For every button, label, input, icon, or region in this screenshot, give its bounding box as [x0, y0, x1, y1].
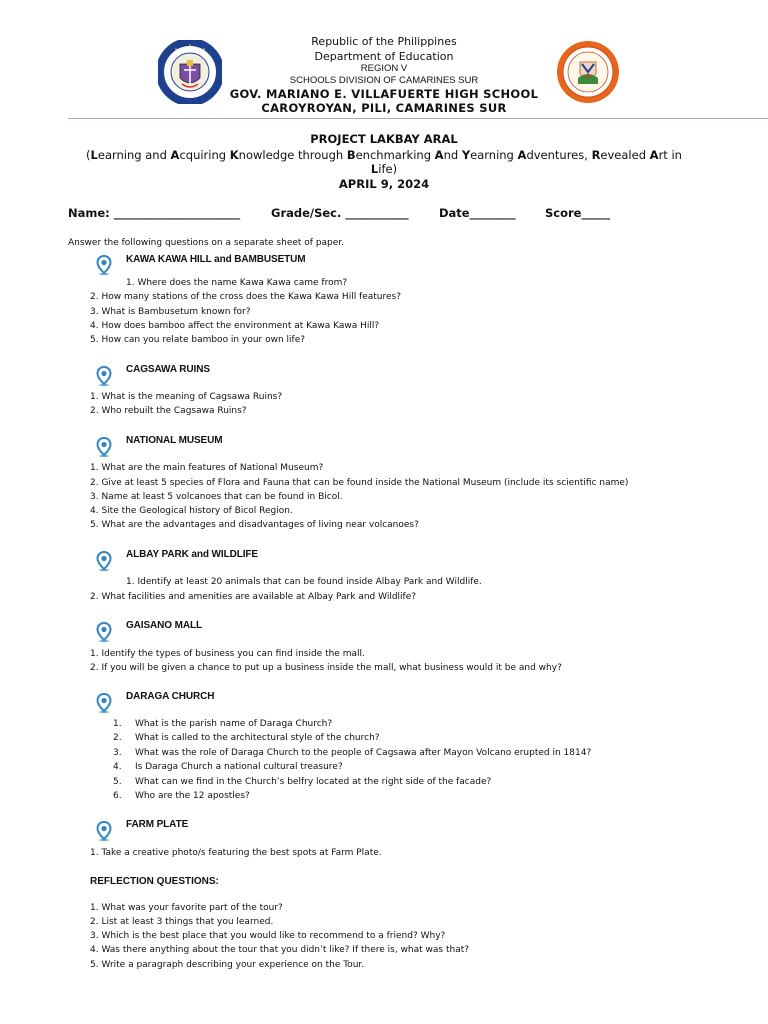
question-number: 3.	[113, 748, 122, 758]
question-item: 3. Name at least 5 volcanoes that can be found in Bicol.	[90, 492, 343, 502]
map-pin-icon	[96, 255, 112, 275]
question-item: 4. Site the Geological history of Bicol Region.	[90, 506, 293, 516]
question-item: What is the parish name of Daraga Church?	[135, 719, 333, 729]
question-item: 1. Take a creative photo/s featuring the best spots at Farm Plate.	[90, 848, 382, 858]
question-item: 1. Where does the name Kawa Kawa came from?	[126, 278, 348, 288]
section-title: CAGSAWA RUINS	[126, 364, 210, 375]
question-item: What was the role of Daraga Church to the people of Cagsawa after Mayon Volcano erupted in 1814?	[135, 748, 592, 758]
project-subtitle-cont	[0, 162, 768, 177]
section-title: KAWA KAWA HILL and BAMBUSETUM	[126, 254, 306, 265]
header-school-address: CAROYROYAN, PILI, CAMARINES SUR	[261, 101, 507, 115]
project-subtitle-line1: (Learning and Acquiring Knowledge through Benchmarking And Yearning Adventures, Revealed Art in	[86, 148, 682, 162]
section-title: NATIONAL MUSEUM	[126, 435, 223, 446]
header-division: SCHOOLS DIVISION OF CAMARINES SUR	[289, 75, 479, 86]
reflection-question: 4. Was there anything about the tour that you didn’t like? If there is, what was that?	[90, 945, 470, 955]
question-number: 5.	[113, 777, 122, 787]
header-region: REGION V	[360, 63, 408, 74]
name-field: Name: ______________________	[68, 206, 241, 220]
header-department: Department of Education	[314, 50, 454, 63]
question-item: Who are the 12 apostles?	[135, 791, 250, 801]
map-pin-icon	[96, 437, 112, 457]
header-republic: Republic of the Philippines	[311, 35, 457, 48]
question-item: 1. Identify the types of business you can find inside the mall.	[90, 649, 365, 659]
map-pin-icon	[96, 551, 112, 571]
project-subtitle-line2: Life)	[370, 162, 398, 176]
question-number: 1.	[113, 719, 122, 729]
question-item: 1. Identify at least 20 animals that can be found inside Albay Park and Wildlife.	[126, 577, 482, 587]
header-divider	[68, 118, 768, 119]
question-number: 4.	[113, 762, 122, 772]
question-item: 1. What is the meaning of Cagsawa Ruins?	[90, 392, 283, 402]
date-field: Date________	[439, 206, 516, 220]
reflection-title: REFLECTION QUESTIONS:	[90, 876, 219, 887]
section-title: FARM PLATE	[126, 819, 189, 830]
question-item: Is Daraga Church a national cultural treasure?	[135, 762, 343, 772]
question-item: What can we find in the Church’s belfry located at the right side of the facade?	[135, 777, 492, 787]
question-item: 3. What is Bambusetum known for?	[90, 307, 251, 317]
reflection-question: 1. What was your favorite part of the tour?	[90, 903, 283, 913]
question-item: 1. What are the main features of National Museum?	[90, 463, 324, 473]
question-number: 6.	[113, 791, 122, 801]
question-item: 2. How many stations of the cross does the Kawa Kawa Hill features?	[90, 292, 402, 302]
section-title: GAISANO MALL	[126, 620, 203, 631]
question-item: 4. How does bamboo affect the environment at Kawa Kawa Hill?	[90, 321, 380, 331]
map-pin-icon	[96, 622, 112, 642]
question-item: 2. Who rebuilt the Cagsawa Ruins?	[90, 406, 247, 416]
question-item: 2. What facilities and amenities are available at Albay Park and Wildlife?	[90, 592, 417, 602]
question-item: 2. If you will be given a chance to put up a business inside the mall, what business would it be and why?	[90, 663, 562, 673]
map-pin-icon	[96, 821, 112, 841]
question-item: 5. What are the advantages and disadvantages of living near volcanoes?	[90, 520, 419, 530]
question-number: 2.	[113, 733, 122, 743]
section-title: DARAGA CHURCH	[126, 691, 215, 702]
question-item: 2. Give at least 5 species of Flora and Fauna that can be found inside the National Museum (include its scientific name)	[90, 478, 629, 488]
question-item: 5. How can you relate bamboo in your own life?	[90, 335, 306, 345]
header-school-name: GOV. MARIANO E. VILLAFUERTE HIGH SCHOOL	[229, 87, 539, 101]
project-subtitle	[0, 148, 768, 163]
section-title: ALBAY PARK and WILDLIFE	[126, 549, 258, 560]
project-title: PROJECT LAKBAY ARAL	[310, 132, 458, 146]
reflection-question: 2. List at least 3 things that you learned.	[90, 917, 274, 927]
score-field: Score_____	[545, 206, 611, 220]
map-pin-icon	[96, 366, 112, 386]
question-item: What is called to the architectural style of the church?	[135, 733, 380, 743]
instruction-text: Answer the following questions on a separate sheet of paper.	[68, 238, 345, 248]
grade-field: Grade/Sec. ___________	[271, 206, 409, 220]
reflection-question: 5. Write a paragraph describing your experience on the Tour.	[90, 960, 365, 970]
map-pin-icon	[96, 693, 112, 713]
project-date: APRIL 9, 2024	[338, 177, 430, 191]
reflection-question: 3. Which is the best place that you would like to recommend to a friend? Why?	[90, 931, 446, 941]
